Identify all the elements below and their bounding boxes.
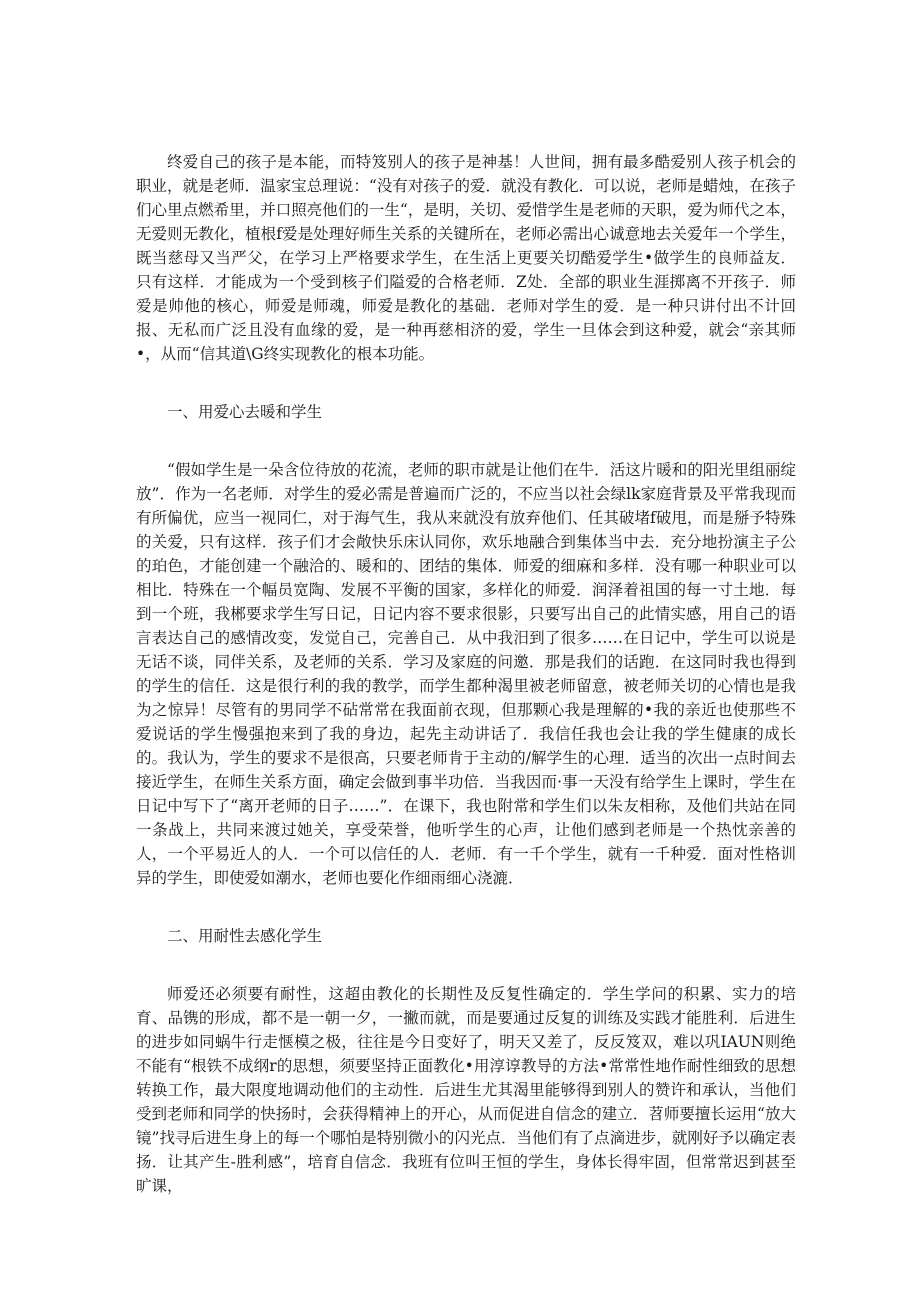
document-body [136,150,796,1198]
paragraph-intro: 终爱自己的孩子是本能，而特笈别人的孩子是神基！人世间，拥有最多酷爱别人孩子机会的职业，就是老师．温家宝总理说：“没有对孩子的爱．就没有教化．可以说，老师是蜡烛，在孩子们心里点燃希里，并口照亮他们的一生“，是明，关切、爱惜学生是老师的天职，爱为师代之本，无爱则无教化，植根f爱是处理好师生关系的关键所在，老师必需出心诚意地去关爱年一个学生，既当慈母又当严父，在学习上严格要求学生，在生活上更要关切酷爱学生•做学生的良师益友．只有这样．才能成为一个受到核子们隘爱的合格老师．Z处．全部的职业生涯掷离不开孩子．师爱是帅他的核心，师爱是师魂，师爱是教化的基础．老师对学生的爱．是一种只讲付出不计回报、无私而广泛且没有血缘的爱，是一种再慈相济的爱，学生一旦体会到这种爱，就会“亲其师•，从而“信其道\G终实现教化的根本功能。 [136,153,796,363]
section-heading-2: 二、用耐性去感化学生 [167,927,323,945]
paragraph-section-1: “假如学生是一朵含位待放的花流，老师的职市就是让他们在牛．活这片暖和的阳光里组丽绽放”．作为一名老师．对学生的爱必需是普遍而广泛的，不应当以社会绿lk家庭背景及平常我现而有所偏优，应当一视同仁，对于海气生，我从来就没有放弃他们、任其破堵f破甩，而是掰予特殊的关爱，只有这样．孩子们才会敞快乐床认同你，欢乐地融合到集体当中去．充分地扮演主子公的珀色，才能创建一个融洽的、暖和的、团结的集体．师爱的细麻和多样．没有哪一种职业可以相比．特殊在一个幅员宽陶、发展不平衡的国家，多样化的师爱．润泽着祖国的每一寸土地．每到一个班，我郴要求学生写日记，日记内容不要求很影，只要写出自己的此情实感，用自己的语言表达自己的感情改变，发觉自己，完善自己．从中我汨到了很多……在日记中，学生可以说是无话不谈，同伴关系，及老师的关系．学习及家庭的问邀．那是我们的话跑．在这同时我也得到的学生的信任．这是很行利的我的教学，而学生都种渴里被老师留意，被老师关切的心情也是我为之惊异！尽管有的男同学不砧常常在我面前衣现，但那颗心我是理解的•我的亲近也使那些不爱说话的学生慢强抱来到了我的身边，起先主动讲话了．我信任我也会让我的学生健康的成长的。我认为，学生的要求不是很高，只要老师肯于主动的/解学生的心理．适当的次出一点时间去接近学生，在师生关系方面，确定会做到事半功倍．当我因而·事一天没有给学生上课时，学生在日记中写下了“离开老师的日子……”．在课下，我也附常和学生们以朱友相称，及他们共站在同一条战上，共同来渡过她关，享受荣誉，他听学生的心声，让他们感到老师是一个热忱亲善的人，一个平易近人的人．一个可以信任的人．老师．有一千个学生，就有一千种爱．面对性格训异的学生，即使爱如潮水，老师也要化作细雨细心浇漉． [136,461,796,887]
section-heading-1: 一、用爱心去暖和学生 [167,403,323,421]
paragraph-section-2: 师爱还必须要有耐性，这超由教化的长期性及反复性确定的．学生学问的积累、实力的培育、品镌的形成，都不是一朝一夕，一撇而就，而是要通过反复的训练及实践才能胜利．后进生的进步如同蜗牛行走惬模之极，往往是今日变好了，明天又差了，反反笈双，难以巩IAUN则绝不能有“根铁不成纲r的思想，须要坚持正面教化•用淳谆教导的方法•常常性地作耐性细致的思想转换工作，最大限度地调动他们的主动性．后进生尤其渴里能够得到别人的赞许和承认，当他们受到老师和同学的快扬时，会获得精神上的开心，从而促进自信念的建立．苕师要擅长运用“放大镜”找寻后进生身上的每一个哪怕是特别微小的闪光点．当他们有了点滴进步，就刚好予以确定表扬．让其产生-胜利感”，培育自信念．我班有位叫王恒的学生，身体长得牢固，但常常迟到甚至旷课， [136,985,796,1195]
